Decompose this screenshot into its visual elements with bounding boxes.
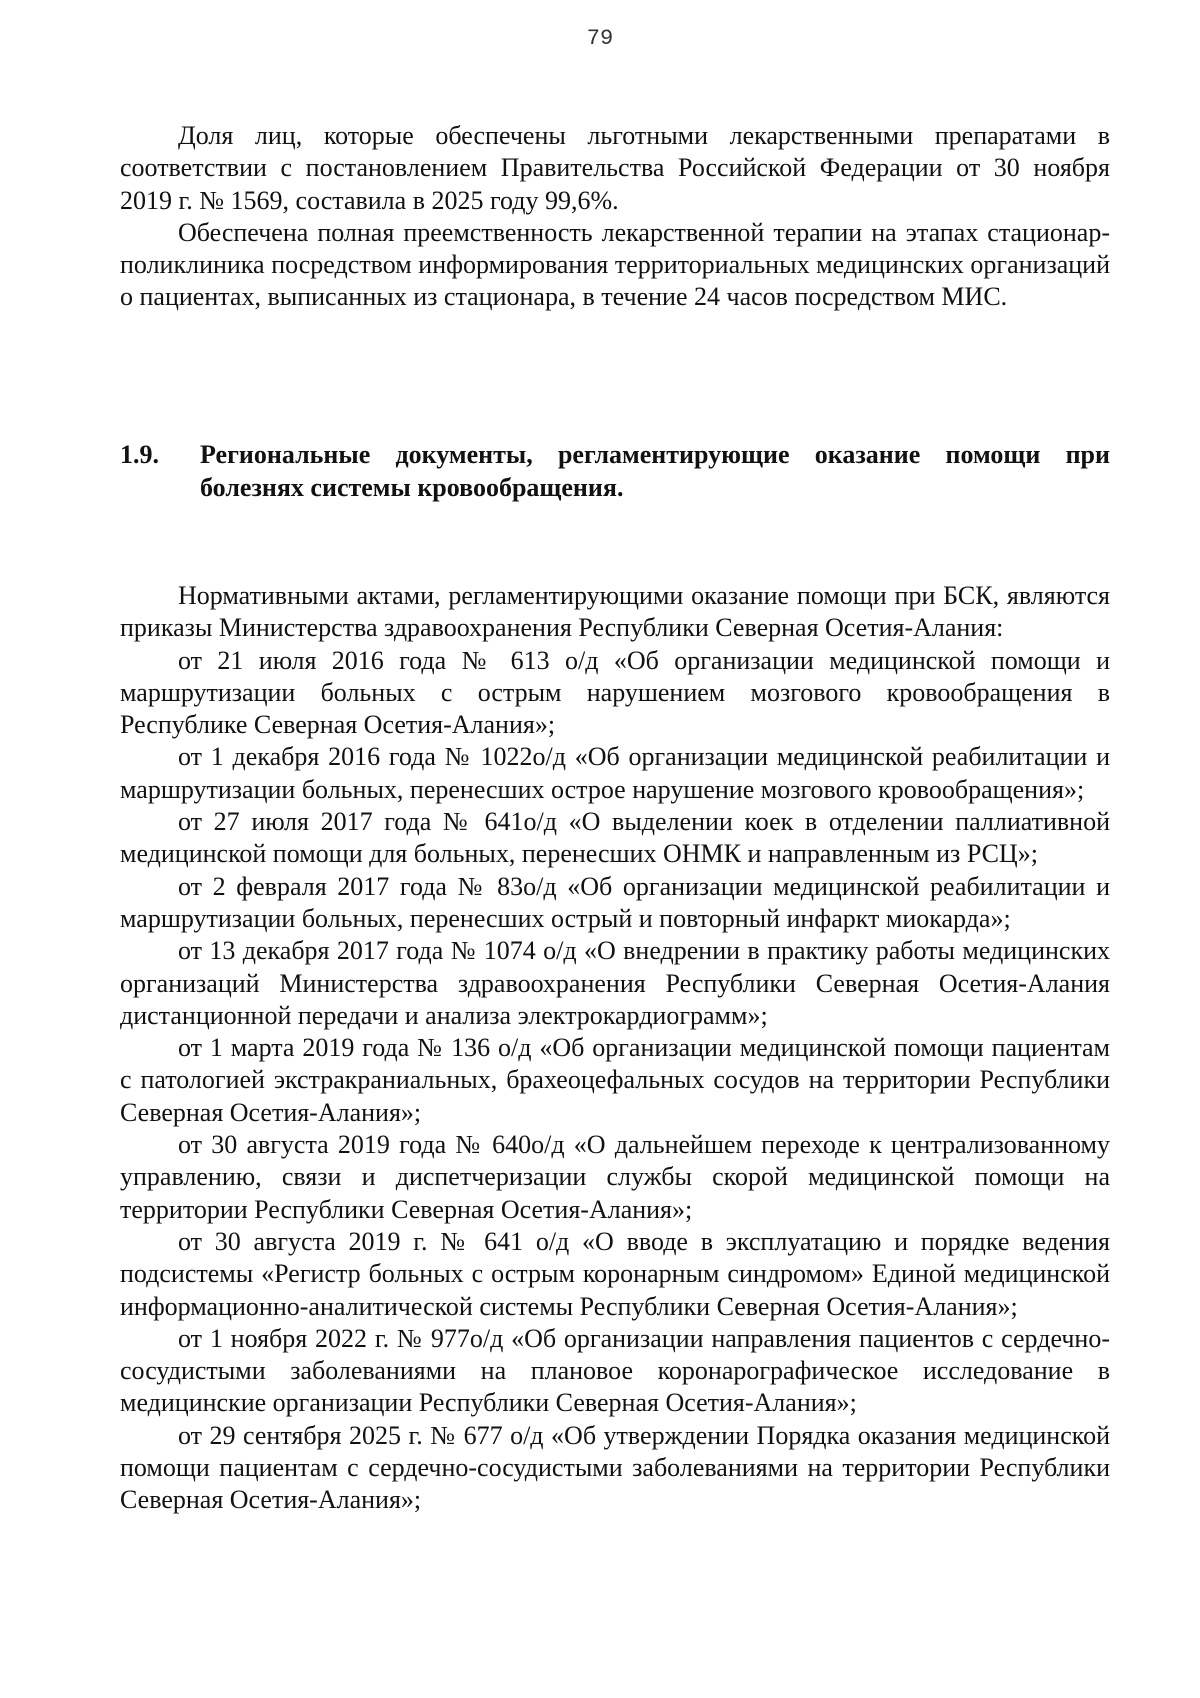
section-heading (120, 438, 1110, 504)
page-number: 79 (586, 26, 614, 51)
list-item: от 27 июля 2017 года № 641о/д «О выделении коек в отделении паллиативной медицинской помощи для больных, перенесших ОНМК и направленным из РСЦ»; (120, 807, 1110, 869)
body-text (120, 580, 1110, 1517)
list-item: от 13 декабря 2017 года № 1074 о/д «О внедрении в практику работы медицинских организаций Министерства здравоохранения Республики Северная Осетия-Алания дистанционной передачи и анализа электрокардиограмм»; (120, 936, 1110, 1030)
list-item: от 30 августа 2019 г. № 641 о/д «О вводе в эксплуатацию и порядке ведения подсистемы «Регистр больных с острым коронарным синдромом» Единой медицинской информационно-аналитической системы Республики Северная Осетия-Алания»; (120, 1226, 1110, 1321)
list-item: от 30 августа 2019 года № 640о/д «О дальнейшем переходе к централизованному управлению, связи и диспетчеризации службы скорой медицинской помощи на территории Республики Северная Осетия-Алания»; (120, 1130, 1110, 1224)
paragraph: Доля лиц, которые обеспечены льготными лекарственными препаратами в соответствии с постановлением Правительства Российской Федерации от 30 ноября 2019 г. № 1569, составила в 2025 году 99,6%. (120, 121, 1110, 215)
list-item: от 1 ноября 2022 г. № 977о/д «Об организации направления пациентов с сердечно-сосудистыми заболеваниями на плановое коронарографическое исследование в медицинские организации Республики Северная Осетия-Алания»; (120, 1323, 1110, 1418)
intro-text (120, 120, 1110, 314)
list-item: от 2 февраля 2017 года № 83о/д «Об организации медицинской реабилитации и маршрутизации больных, перенесших острый и повторный инфаркт миокарда»; (120, 871, 1110, 933)
list-item: от 21 июля 2016 года № 613 о/д «Об организации медицинской помощи и маршрутизации больных с острым нарушением мозгового кровообращения в Республике Северная Осетия-Алания»; (120, 645, 1110, 740)
section-title: Региональные документы, регламентирующие оказание помощи при болезнях системы кровообращения. (200, 440, 1110, 502)
paragraph: Обеспечена полная преемственность лекарственной терапии на этапах стационар-поликлиника посредством информирования территориальных медицинских организаций о пациентах, выписанных из стационара, в течение 24 часов посредством МИС. (120, 217, 1110, 312)
list-item: от 29 сентября 2025 г. № 677 о/д «Об утверждении Порядка оказания медицинской помощи пациентам с сердечно-сосудистыми заболеваниями на территории Республики Северная Осетия-Алания»; (120, 1420, 1110, 1515)
paragraph: Нормативными актами, регламентирующими оказание помощи при БСК, являются приказы Министерства здравоохранения Республики Северная Осетия-Алания: (120, 581, 1110, 643)
section-number: 1.9. (120, 440, 159, 469)
list-item: от 1 декабря 2016 года № 1022о/д «Об организации медицинской реабилитации и маршрутизации больных, перенесших острое нарушение мозгового кровообращения»; (120, 742, 1110, 804)
list-item: от 1 марта 2019 года № 136 о/д «Об организации медицинской помощи пациентам с патологией экстракраниальных, брахеоцефальных сосудов на территории Республики Северная Осетия-Алания»; (120, 1033, 1110, 1127)
